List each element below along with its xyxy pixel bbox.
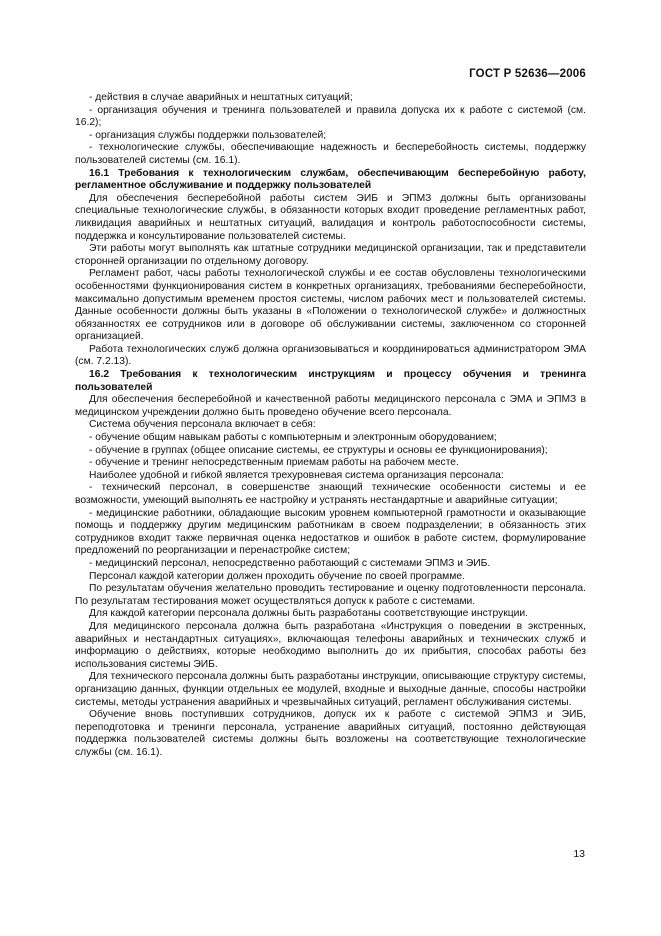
paragraph: Регламент работ, часы работы технологической службы и ее состав обусловлены технологическими особенностями функционирования систем в конкретных организациях, требованиями бесперебойности, максимально допустимым временем простоя системы, числом рабочих мест и пользователей системы. Данные особенности должны быть указаны в «Положении о технологической службе» и должностных обязанностях ее сотрудников или в договоре об обслуживании системы, заключенном со сторонней организацией. [75, 268, 586, 343]
section-heading: 16.2 Требования к технологическим инструкциям и процессу обучения и тренинга пользователей [75, 369, 586, 393]
paragraph: Эти работы могут выполнять как штатные сотрудники медицинской организации, так и представители сторонней организации по отдельному договору. [75, 243, 586, 267]
paragraph: - технический персонал, в совершенстве знающий технические особенности системы и ее возможности, умеющий выполнять ее настройку и устранять нестандартные и аварийные ситуации; [75, 482, 586, 506]
paragraph: - медицинский персонал, непосредственно работающий с системами ЭПМЗ и ЭИБ. [89, 557, 491, 569]
paragraph: Для технического персонала должны быть разработаны инструкции, описывающие структуру системы, организацию данных, функции отдельных ее модулей, входные и выходные данные, способы настройки системы, методы устранения аварийных и чрезвычайных ситуаций, регламент обслуживания системы. [75, 671, 586, 708]
paragraph: - действия в случае аварийных и нештатных ситуаций; [89, 92, 353, 103]
section-heading: 16.1 Требования к технологическим службам, обеспечивающим бесперебойную работу, регламентное обслуживание и поддержку пользователей [75, 167, 586, 192]
paragraph: Обучение вновь поступивших сотрудников, допуск их к работе с системой ЭПМЗ и ЭИБ, переподготовка и тренинги персонала, устранение аварийных ситуаций, постоянно действующая поддержка пользователей системы должны быть возложены на соответствующие технологические службы (см. 16.1). [75, 709, 586, 758]
paragraph: Наиболее удобной и гибкой является трехуровневая система организация персонала: [89, 469, 504, 481]
paragraph: Для обеспечения бесперебойной работы систем ЭИБ и ЭПМЗ должны быть организованы специальные технологические службы, в обязанности которых входит проведение регламентных работ, ликвидация аварийных и нештатных ситуаций, валидация и контроль работоспособности системы, поддержка и консультирование пользователей системы. [75, 192, 586, 242]
paragraph: - организация службы поддержки пользователей; [89, 129, 327, 141]
paragraph: Для медицинского персонала должна быть разработана «Инструкция о поведении в экстренных, аварийных и нестандартных ситуациях», включающая телефоны аварийных и технических служб и информацию о действиях, которые необходимо выполнить до их прибытия, способах работы без использования системы ЭИБ. [75, 620, 586, 670]
paragraph: По результатам обучения желательно проводить тестирование и оценку подготовленности персонала. По результатам тестирования может осуществляться допуск к работе с системами. [75, 583, 586, 607]
paragraph: Персонал каждой категории должен проходить обучение по своей программе. [89, 570, 465, 582]
paragraph: Работа технологических служб должна организовываться и координироваться администратором ЭМА (см. 7.2.13). [75, 343, 586, 368]
paragraph: - организация обучения и тренинга пользователей и правила допуска их к работе с системой (см. 16.2); [75, 104, 586, 129]
paragraph: Для каждой категории персонала должны быть разработаны соответствующие инструкции. [89, 608, 528, 620]
paragraph: - медицинские работники, обладающие высоким уровнем компьютерной грамотности и оказывающие помощь и поддержку другим медицинским работникам в своем подразделении; в обязанность этих сотрудников входит также первичная оценка недостатков и ошибок в работе систем, формулирование предложений по реорганизации и перенастройке систем; [75, 507, 586, 557]
paragraph: Для обеспечения бесперебойной и качественной работы медицинского персонала с ЭМА и ЭПМЗ в медицинском учреждении должно быть проведено обучение всего персонала. [75, 394, 586, 418]
page-number: 13 [573, 848, 585, 860]
paragraph: - обучение и тренинг непосредственным приемам работы на рабочем месте. [89, 457, 459, 469]
document-code: ГОСТ Р 52636—2006 [469, 68, 586, 80]
paragraph: - обучение общим навыкам работы с компьютерным и электронным оборудованием; [89, 432, 497, 444]
paragraph: - обучение в группах (общее описание системы, ее структуры и основы ее функционирования); [89, 444, 548, 456]
paragraph: - технологические службы, обеспечивающие надежность и бесперебойность системы, поддержку пользователей системы (см. 16.1). [75, 142, 586, 166]
paragraph: Система обучения персонала включает в себя: [89, 419, 316, 431]
document-body [75, 92, 586, 759]
